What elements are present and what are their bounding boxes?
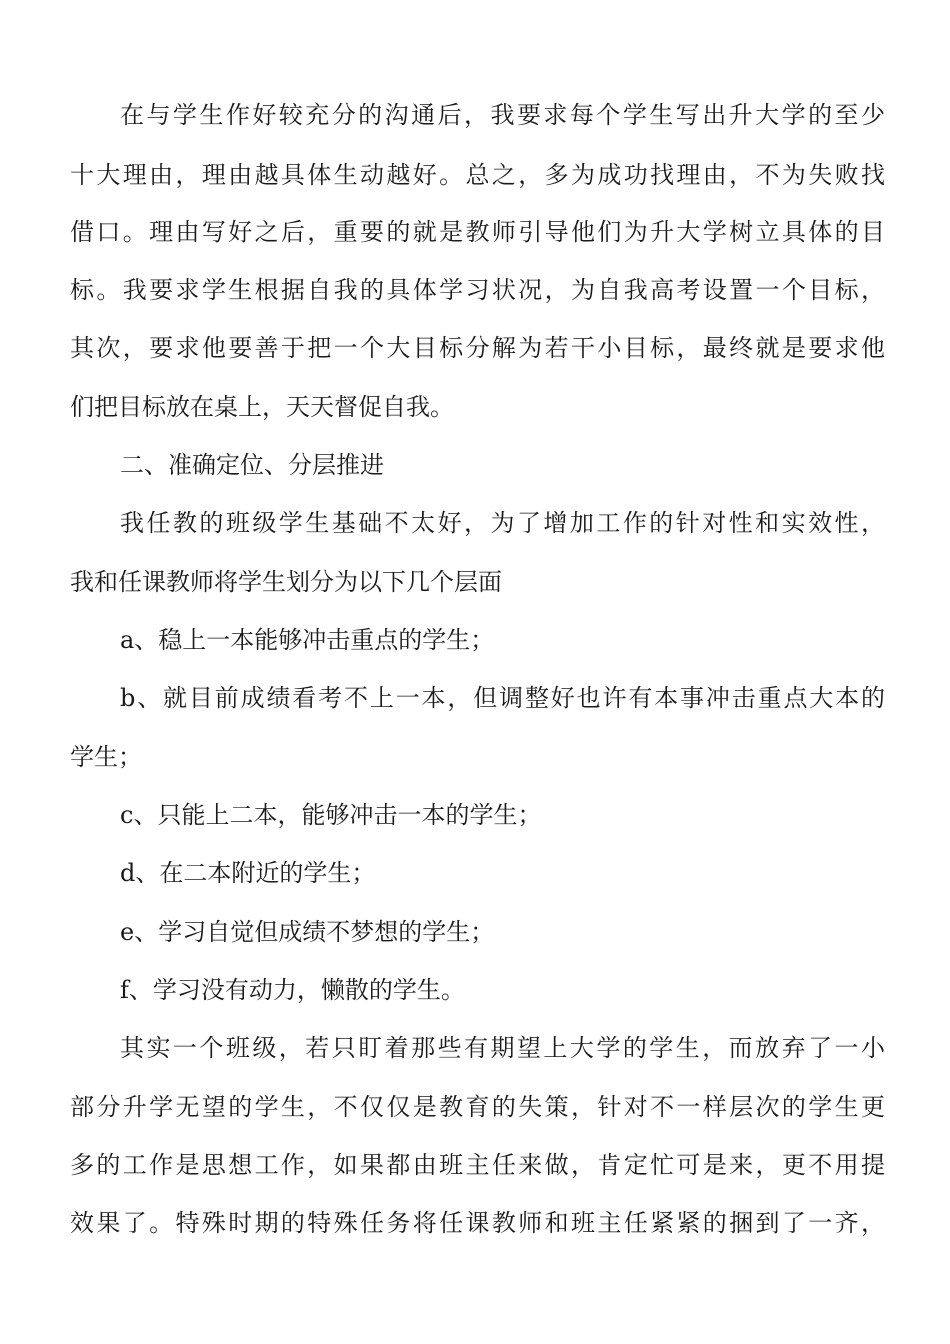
list-item: a、稳上一本能够冲击重点的学生； bbox=[120, 626, 495, 654]
section-heading: 二、准确定位、分层推进 bbox=[120, 451, 384, 479]
paragraph-line: 标。我要求学生根据自我的具体学习状况，为自我高考设置一个目标， bbox=[70, 276, 885, 304]
paragraph-line: 其实一个班级，若只盯着那些有期望上大学的学生，而放弃了一小 bbox=[120, 1034, 885, 1062]
paragraph-line: 其次，要求他要善于把一个大目标分解为若干小目标，最终就是要求他 bbox=[70, 334, 885, 362]
list-item: b、就目前成绩看考不上一本，但调整好也许有本事冲击重点大本的 bbox=[120, 684, 885, 712]
list-item: d、在二本附近的学生； bbox=[120, 859, 376, 887]
list-item: c、只能上二本，能够冲击一本的学生； bbox=[120, 801, 542, 829]
paragraph-line: 我任教的班级学生基础不太好，为了增加工作的针对性和实效性， bbox=[120, 509, 885, 537]
paragraph-line: 在与学生作好较充分的沟通后，我要求每个学生写出升大学的至少 bbox=[120, 101, 885, 129]
paragraph-line: 我和任课教师将学生划分为以下几个层面 bbox=[70, 568, 502, 596]
paragraph-line: 部分升学无望的学生，不仅仅是教育的失策，针对不一样层次的学生更 bbox=[70, 1093, 885, 1121]
paragraph-line: 效果了。特殊时期的特殊任务将任课教师和班主任紧紧的捆到了一齐， bbox=[70, 1209, 885, 1237]
paragraph-line: 多的工作是思想工作，如果都由班主任来做，肯定忙可是来，更不用提 bbox=[70, 1151, 885, 1179]
list-item: f、学习没有动力，懒散的学生。 bbox=[120, 976, 465, 1004]
paragraph-line: 十大理由，理由越具体生动越好。总之，多为成功找理由，不为失败找 bbox=[70, 161, 885, 189]
list-item-continuation: 学生； bbox=[70, 743, 142, 771]
list-item: e、学习自觉但成绩不梦想的学生； bbox=[120, 918, 495, 946]
paragraph-line: 借口。理由写好之后，重要的就是教师引导他们为升大学树立具体的目 bbox=[70, 218, 885, 246]
paragraph-line: 们把目标放在桌上，天天督促自我。 bbox=[70, 393, 454, 421]
